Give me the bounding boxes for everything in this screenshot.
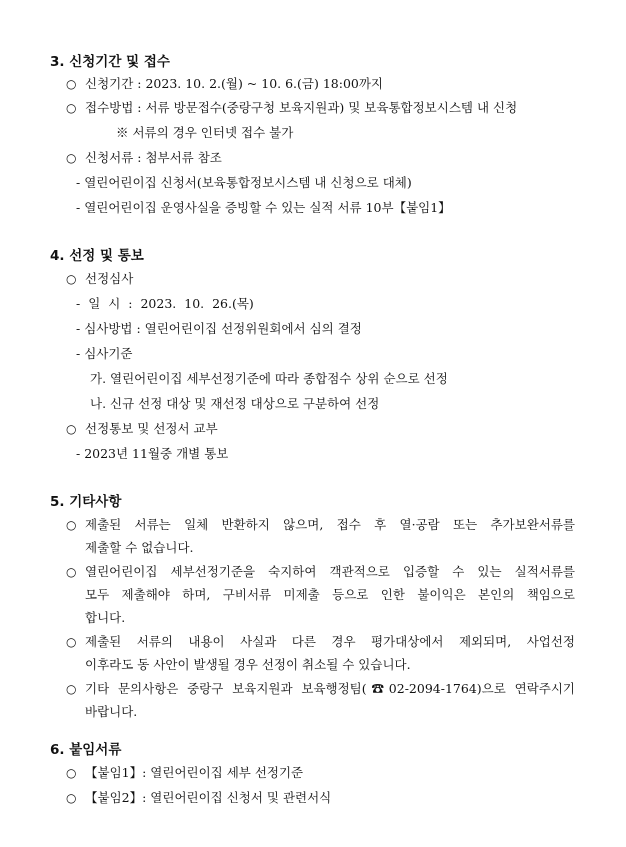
bullet-icon: ○: [66, 565, 77, 579]
bullet-icon: ○: [66, 272, 77, 286]
bullet-icon: ○: [66, 791, 77, 805]
bullet-icon: ○: [66, 518, 77, 532]
application-docs: 신청서류 : 첨부서류 참조: [85, 150, 222, 165]
docs-item-1: - 열린어린이집 신청서(보육통합정보시스템 내 신청으로 대체): [76, 175, 412, 190]
section-4-title: 4. 선정 및 통보: [50, 248, 144, 264]
docs-item-2: - 열린어린이집 운영사실을 증빙할 수 있는 실적 서류 10부【붙임1】: [76, 200, 451, 215]
criteria-a: 가. 열린어린이집 세부선정기준에 따라 종합점수 상위 순으로 선정: [90, 371, 448, 386]
notice-1-line-1: 제출된 서류는 일체 반환하지 않으며, 접수 후 열·공람 또는 추가보완서류를: [85, 517, 575, 532]
review-heading: 선정심사: [85, 271, 134, 286]
review-method: - 심사방법 : 열린어린이집 선정위원회에서 심의 결정: [76, 321, 362, 336]
bullet-icon: ○: [66, 422, 77, 436]
notice-4-line-2: 바랍니다.: [85, 704, 138, 719]
bullet-icon: ○: [66, 151, 77, 165]
review-date: - 일 시 : 2023. 10. 26.(목): [76, 296, 254, 311]
bullet-icon: ○: [66, 77, 77, 91]
notice-2-line-1: 열린어린이집 세부선정기준을 숙지하여 객관적으로 입증할 수 있는 실적서류를: [85, 564, 575, 579]
notice-2-line-2: 모두 제출해야 하며, 구비서류 미제출 등으로 인한 불이익은 본인의 책임으로: [85, 587, 575, 602]
notify-item: - 2023년 11월중 개별 통보: [76, 446, 229, 461]
attachment-2: 【붙임2】: 열린어린이집 신청서 및 관련서식: [85, 790, 332, 805]
notify-heading: 선정통보 및 선정서 교부: [85, 421, 218, 436]
bullet-icon: ○: [66, 635, 77, 649]
notice-4-line-1: 기타 문의사항은 중랑구 보육지원과 보육행정팀(☎02-2094-1764)으로 연락주시기: [85, 681, 575, 696]
section-3-title: 3. 신청기간 및 접수: [50, 54, 170, 70]
bullet-icon: ○: [66, 682, 77, 696]
notice-3-line-2: 이후라도 동 사안이 발생될 경우 선정이 취소될 수 있습니다.: [85, 657, 411, 672]
notice-3-line-1: 제출된 서류의 내용이 사실과 다른 경우 평가대상에서 제외되며, 사업선정: [85, 634, 575, 649]
attachment-1: 【붙임1】: 열린어린이집 세부 선정기준: [85, 765, 304, 780]
bullet-icon: ○: [66, 766, 77, 780]
submission-note: ※ 서류의 경우 인터넷 접수 불가: [116, 125, 294, 140]
section-6-title: 6. 붙임서류: [50, 742, 122, 758]
application-period: 신청기간 : 2023. 10. 2.(월) ~ 10. 6.(금) 18:00까지: [85, 76, 383, 91]
criteria-b: 나. 신규 선정 대상 및 재선정 대상으로 구분하여 선정: [90, 396, 380, 411]
section-5-title: 5. 기타사항: [50, 494, 122, 510]
notice-2-line-3: 합니다.: [85, 610, 126, 625]
submission-method: 접수방법 : 서류 방문접수(중랑구청 보육지원과) 및 보육통합정보시스템 내 신청: [85, 100, 518, 115]
notice-1-line-2: 제출할 수 없습니다.: [85, 540, 194, 555]
bullet-icon: ○: [66, 101, 77, 115]
review-criteria: - 심사기준: [76, 346, 133, 361]
